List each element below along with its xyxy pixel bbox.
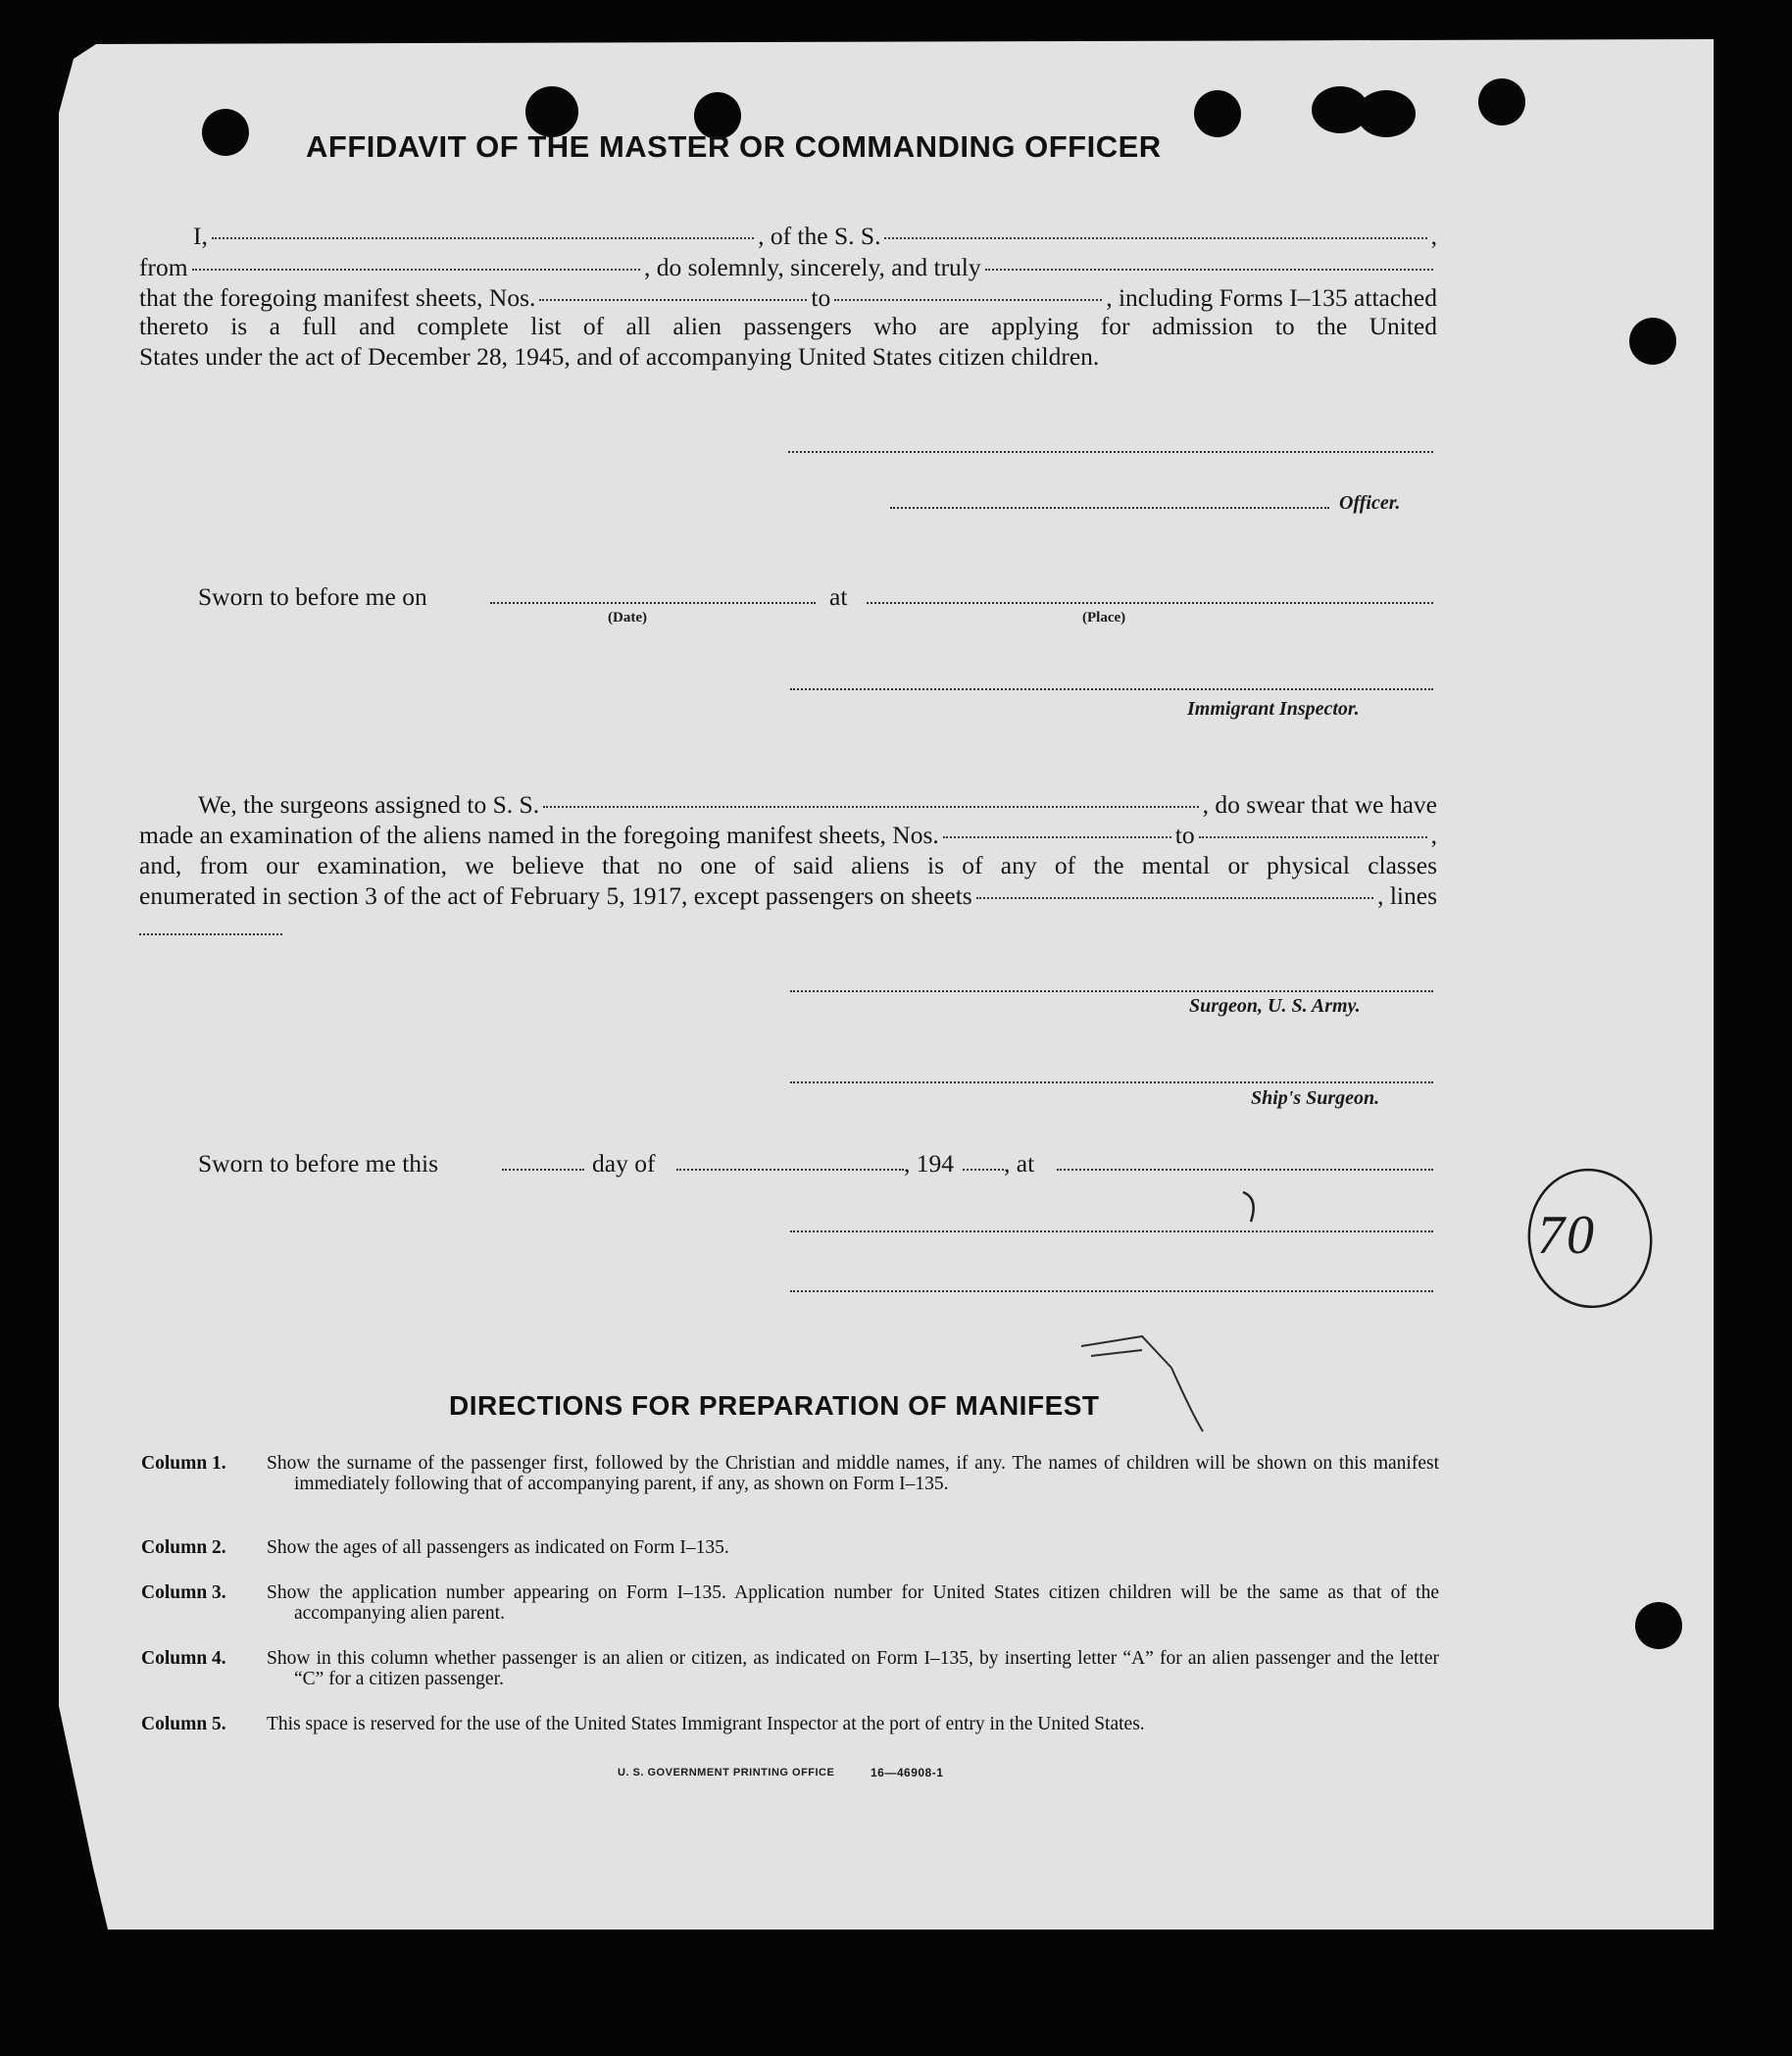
column-5-text: This space is reserved for the use of the United States Immigrant Inspector at the port of entry in the United States. (267, 1714, 1145, 1734)
pencil-tick (1237, 1188, 1267, 1228)
year-prefix-text: , 194 (904, 1149, 954, 1178)
punch-hole (1629, 318, 1676, 365)
column-2-label: Column 2. (141, 1537, 226, 1558)
affidavit-text: that the foregoing manifest sheets, Nos. (139, 283, 536, 312)
surgeons-line-2 (139, 821, 1437, 850)
army-surgeon-label: Surgeon, U. S. Army. (1189, 995, 1361, 1017)
blank-affirmation[interactable] (985, 269, 1433, 271)
form-code: 16—46908-1 (871, 1766, 944, 1780)
surgeons-text: , lines (1377, 881, 1437, 910)
blank-surgeons-sheet-from[interactable] (943, 836, 1171, 838)
ship-surgeon-label: Ship's Surgeon. (1251, 1087, 1380, 1109)
sworn2-signature-line[interactable] (790, 1230, 1433, 1232)
affidavit-text: , including Forms I–135 attached (1106, 283, 1438, 312)
punch-hole (1357, 90, 1416, 137)
officer-label: Officer. (1339, 492, 1401, 514)
surgeons-text: We, the surgeons assigned to S. S. (198, 790, 540, 819)
blank-surgeons-ship[interactable] (543, 806, 1199, 808)
column-4-label: Column 4. (141, 1648, 226, 1669)
blank-master-name[interactable] (212, 237, 754, 239)
surgeons-text: made an examination of the aliens named in the foregoing manifest sheets, Nos. (139, 821, 939, 849)
surgeons-text: enumerated in section 3 of the act of February 5, 1917, except passengers on sheets (139, 881, 972, 910)
ship-surgeon-signature-line[interactable] (790, 1081, 1433, 1083)
affidavit-text: from (139, 253, 188, 281)
column-4-text: Show in this column whether passenger is an alien or citizen, as indicated on Form I–135, by inserting letter “A” for an alien passenger and the letter “C” for a citizen passenger. (267, 1648, 1439, 1689)
sworn-place-field[interactable] (867, 602, 1433, 604)
blank-ship-name[interactable] (884, 237, 1426, 239)
sworn-date-field[interactable] (490, 602, 816, 604)
blank-except-sheets[interactable] (976, 897, 1373, 899)
inspector-signature-line[interactable] (790, 688, 1433, 690)
surgeons-line-4 (139, 881, 1437, 911)
affidavit-line-4: thereto is a full and complete list of all alien passengers who are applying for admission to the United (139, 312, 1437, 340)
army-surgeon-signature-line[interactable] (790, 990, 1433, 992)
directions-title: DIRECTIONS FOR PREPARATION OF MANIFEST (449, 1390, 1100, 1421)
affidavit-text: , of the S. S. (758, 222, 881, 250)
sworn-year-field[interactable] (963, 1169, 1004, 1171)
affidavit-title: AFFIDAVIT OF THE MASTER OR COMMANDING OFFICER (306, 129, 1162, 164)
affidavit-line-2 (139, 253, 1437, 282)
affidavit-text: to (811, 283, 831, 312)
surgeons-text: to (1174, 821, 1195, 849)
column-1-label: Column 1. (141, 1453, 226, 1474)
affidavit-line-5: States under the act of December 28, 1945, and of accompanying United States citizen children. (139, 342, 1100, 371)
sworn-this-text: Sworn to before me this (198, 1149, 439, 1178)
blank-sheet-from[interactable] (539, 299, 807, 301)
column-2-text: Show the ages of all passengers as indicated on Form I–135. (267, 1537, 729, 1558)
date-label: (Date) (608, 610, 647, 626)
affidavit-line-1 (139, 222, 1437, 251)
day-of-text: day of (592, 1149, 656, 1178)
punch-hole (1194, 90, 1241, 137)
blank-sheet-to[interactable] (834, 299, 1102, 301)
column-1-text: Show the surname of the passenger first, followed by the Christian and middle names, if any. The names of children will be shown on this manifest immediately following that of accompanying parent, if any, as shown on Form I–135. (267, 1453, 1439, 1494)
sworn-day-field[interactable] (502, 1169, 584, 1171)
sworn-place2-field[interactable] (1057, 1169, 1433, 1171)
sworn-month-field[interactable] (676, 1169, 904, 1171)
handwritten-number: 70 (1537, 1205, 1596, 1266)
surgeons-text: , (1430, 821, 1438, 849)
affidavit-text: , (1430, 222, 1438, 250)
printer-imprint: U. S. GOVERNMENT PRINTING OFFICE (618, 1767, 835, 1779)
blank-port-from[interactable] (192, 269, 640, 271)
column-5-label: Column 5. (141, 1714, 226, 1734)
punch-hole (202, 109, 249, 156)
surgeons-text: , do swear that we have (1202, 790, 1437, 819)
blank-surgeons-sheet-to[interactable] (1199, 836, 1427, 838)
officer-signature-line[interactable] (890, 507, 1329, 509)
column-3-text: Show the application number appearing on Form I–135. Application number for United States citizen children will be the same as that of the accompanying alien parent. (267, 1582, 1439, 1624)
sworn2-title-line[interactable] (790, 1290, 1433, 1292)
sworn-before-text: Sworn to before me on (198, 582, 427, 611)
sworn-at-text: at (829, 582, 848, 611)
surgeons-line-3: and, from our examination, we believe that no one of said aliens is of any of the mental or physical classes (139, 851, 1437, 879)
sworn-at2-text: , at (1004, 1149, 1035, 1178)
punch-hole (1635, 1602, 1682, 1649)
punch-hole (1478, 78, 1525, 125)
affidavit-text: , do solemnly, sincerely, and truly (643, 253, 981, 281)
blank-except-lines[interactable] (139, 933, 282, 935)
affidavit-line-3 (139, 283, 1437, 313)
affidavit-text: I, (193, 222, 208, 250)
master-signature-line[interactable] (788, 451, 1433, 453)
column-3-label: Column 3. (141, 1582, 226, 1603)
place-label: (Place) (1082, 610, 1126, 626)
surgeons-line-1 (139, 790, 1437, 820)
inspector-label: Immigrant Inspector. (1187, 698, 1360, 720)
